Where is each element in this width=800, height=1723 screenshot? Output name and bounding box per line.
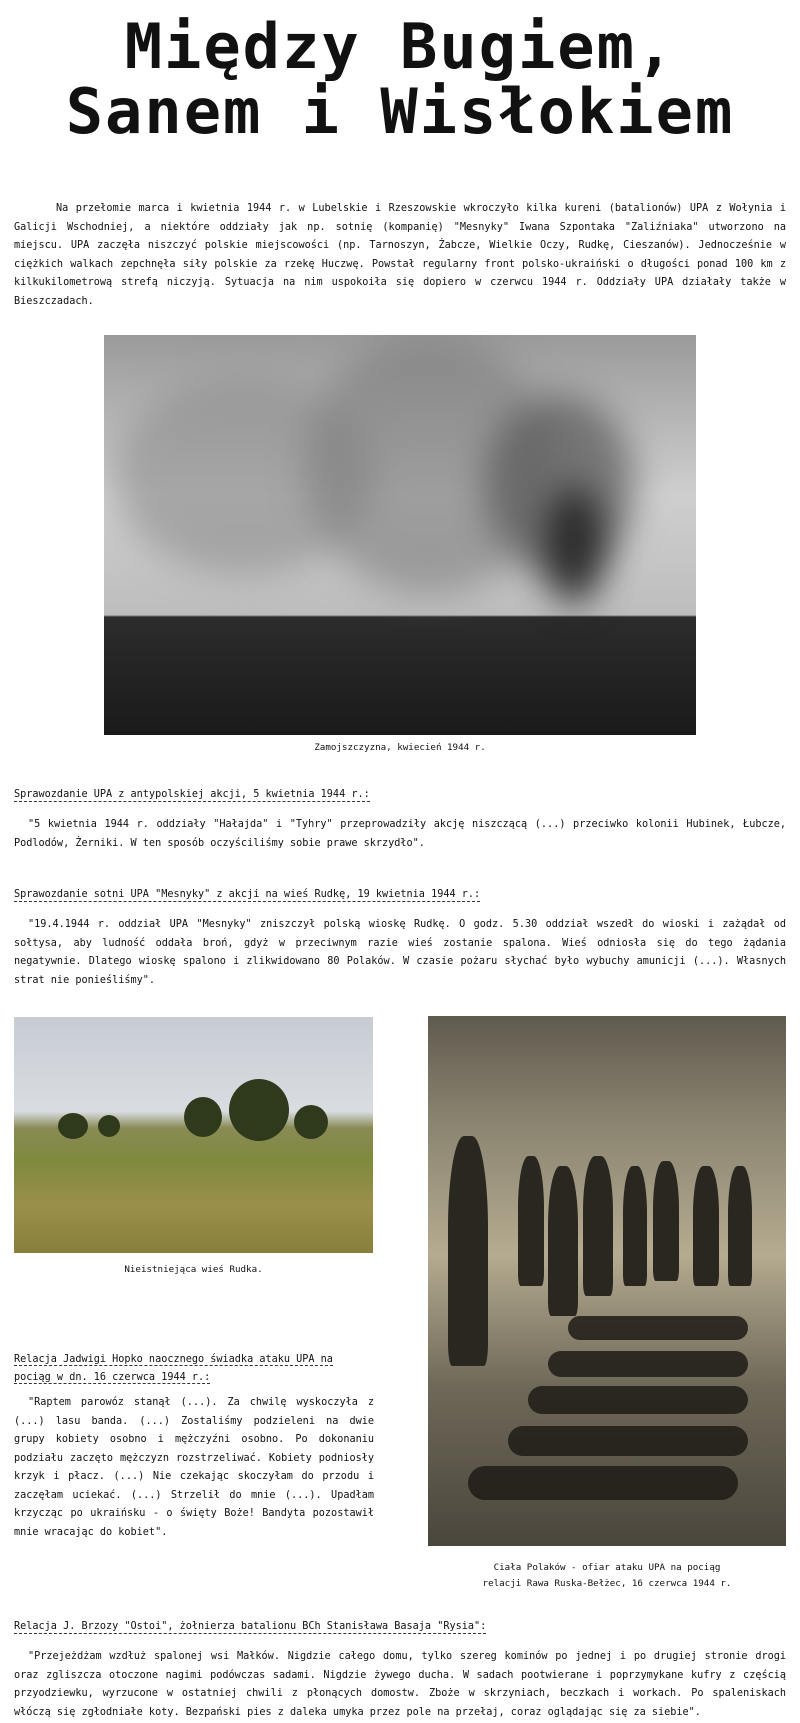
intro-paragraph: Na przełomie marca i kwietnia 1944 r. w Lubelskie i Rzeszowskie wkroczyło kilka kureni (batalionów) UPA z Wołynia i Galicji Wschodniej, a niektóre oddziały jak np. sotnię (kompanię) "Mesnyky" Iwana Szpontaka "Zaliźniaka" utworzono na miejscu. UPA zaczęła niszczyć polskie miejscowości (np. Tarnoszyn, Żabcze, Wielkie Oczy, Rudkę, Cieszanów). Jednocześnie w ciężkich walkach zepchnęła siły polskie za rzekę Huczwę. Powstał regularny front polsko-ukraiński o długości ponad 100 km z kilkukilometrową strefą niczyją. Sytuacja na nim uspokoiła się dopiero w czerwcu 1944 r. Oddziały UPA działały także w Bieszczadach. bbox=[14, 203, 786, 307]
rudka-field-photo bbox=[14, 1017, 373, 1253]
section3-heading-text: Relacja Jadwigi Hopko naocznego świadka ataku UPA na pociąg w dn. 16 czerwca 1944 r.: bbox=[14, 1354, 333, 1383]
train-attack-victims-photo bbox=[428, 1016, 786, 1546]
section3-quote: "Raptem parowóz stanął (...). Za chwilę wyskoczyła z (...) lasu banda. (...) Zostaliśmy podzieleni na dwie grupy kobiety osobno i mężczyźni osobno. Po dokonaniu podziału zaczęto mężczyzn rozstrzeliwać. Kobiety podniosły krzyk i płacz. (...) Nie czekając skoczyłam do przodu i zaczęłam uciekać. (...) Strzelił do mnie (...). Upadłam krzycząc po ukraińsku - o święty Boże! Bandyta pozostawił mnie wracając do kobiet". bbox=[14, 1397, 374, 1538]
section2-quote: "19.4.1944 r. oddział UPA "Mesnyky" zniszczył polską wioskę Rudkę. O godz. 5.30 oddział wszedł do wioski i zażądał od sołtysa, aby ludność oddała broń, gdyż w przeciwnym razie wieś zostanie spalona. Wieś odniosła się do tego żądania negatywnie. Dlatego wioskę spalono i zlikwidowano 80 Polaków. W czasie pożaru słychać było wybuchy amunicji (...). Własnych strat nie ponieśliśmy". bbox=[14, 919, 786, 986]
page-title bbox=[0, 10, 800, 149]
title-line-2: Sanem i Wisłokiem bbox=[65, 75, 735, 149]
section3-heading bbox=[14, 1351, 374, 1388]
section2-heading: Sprawozdanie sotni UPA "Mesnyky" z akcji na wieś Rudkę, 19 kwietnia 1944 r.: bbox=[14, 889, 481, 900]
section4-heading: Relacja J. Brzozy "Ostoi", żołnierza batalionu BCh Stanisława Basaja "Rysia": bbox=[14, 1621, 487, 1632]
photo3-caption-line1: Ciała Polaków - ofiar ataku UPA na pociąg bbox=[493, 1562, 721, 1573]
section1-quote: "5 kwietnia 1944 r. oddziały "Hałajda" i "Tyhry" przeprowadziły akcję niszczącą (...) przeciwko kolonii Hubinek, Łubcze, Podlodów, Żerniki. W ten sposób oczyściliśmy sobie prawe skrzydło". bbox=[14, 819, 786, 849]
section1-heading: Sprawozdanie UPA z antypolskiej akcji, 5 kwietnia 1944 r.: bbox=[14, 789, 370, 800]
smoke-over-field-photo bbox=[104, 335, 696, 735]
photo2-caption: Nieistniejąca wieś Rudka. bbox=[124, 1264, 263, 1275]
photo3-caption-line2: relacji Rawa Ruska-Bełżec, 16 czerwca 1944 r. bbox=[482, 1578, 732, 1589]
photo1-caption: Zamojszczyzna, kwiecień 1944 r. bbox=[314, 742, 486, 753]
section4-quote: "Przejeżdżam wzdłuż spalonej wsi Małków. Nigdzie całego domu, tylko szereg kominów po jednej i po drugiej stronie drogi oraz zgliszcza otoczone nagimi podówczas sadami. Nigdzie żywego ducha. W sadach pootwierane i poprzymykane kufry z częścią przyodziewku, wyrzucone w ostatniej chwili z płonących domostw. Zboże w skrzyniach, beczkach i workach. Po spaleniskach włóczą się zgłodniałe koty. Bezpański pies z daleka umyka przez pole na przełaj, coraz oglądając się za siebie". bbox=[14, 1651, 786, 1718]
photo3-caption bbox=[428, 1560, 786, 1592]
title-line-1: Między Bugiem, bbox=[124, 10, 676, 83]
